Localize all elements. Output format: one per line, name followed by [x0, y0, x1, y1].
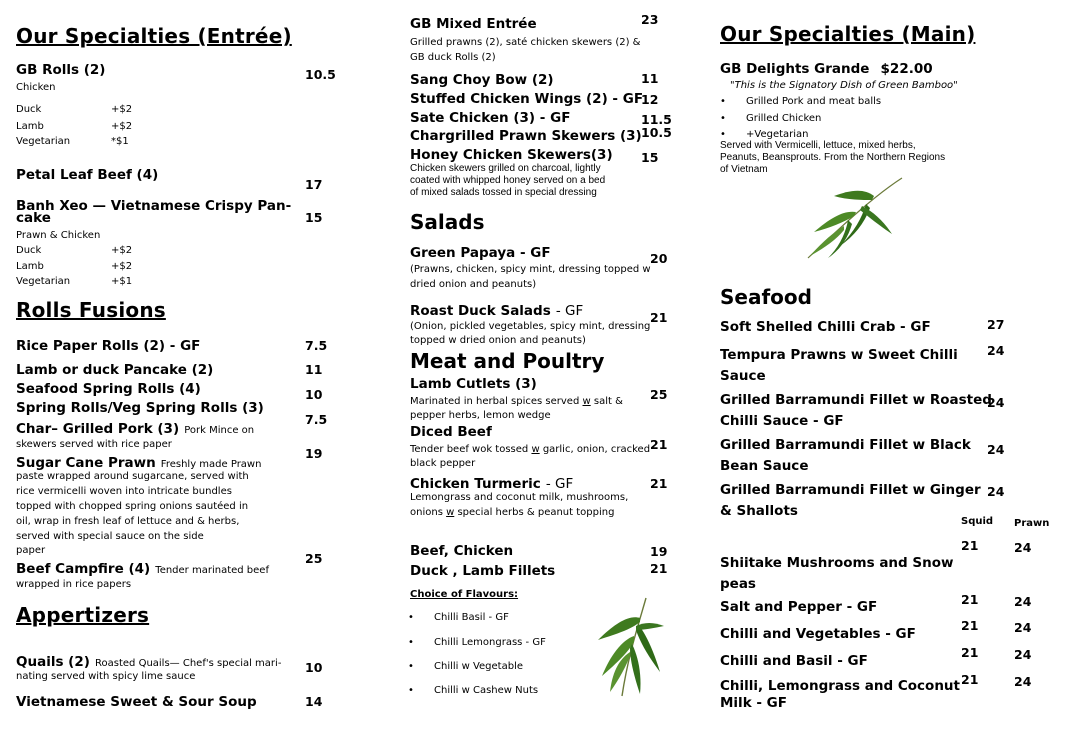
- gb-rolls-name: GB Rolls (2): [16, 62, 106, 78]
- desc-text: Tender beef wok tossed: [410, 444, 532, 455]
- banh-xeo-opt-label: Vegetarian: [16, 276, 71, 287]
- prawn-price: 24: [1014, 594, 1032, 609]
- green-papaya-price: 20: [650, 251, 668, 266]
- sugar-cane-desc-line: topped with chopped spring onions sautéed in: [16, 501, 249, 512]
- barra-ginger-name: [720, 480, 981, 522]
- prawn-price: 24: [1014, 674, 1032, 689]
- squid-price: 21: [961, 618, 979, 633]
- rice-paper-price: 7.5: [305, 338, 328, 353]
- sugar-cane-name: Sugar Cane Prawn: [16, 455, 156, 471]
- gb-rolls-opt-label: Duck: [16, 104, 42, 115]
- char-grilled-line: [16, 418, 254, 438]
- flavour-item: • Chilli w Vegetable: [434, 659, 523, 674]
- chicken-turmeric-name: Chicken Turmeric: [410, 476, 541, 492]
- rice-paper-name: Rice Paper Rolls (2) - GF: [16, 338, 201, 354]
- tempura-name-line2: Sauce: [720, 368, 766, 384]
- delights-bullet: • Grilled Pork and meat balls: [746, 94, 881, 109]
- diced-beef-desc-line2: black pepper: [410, 458, 476, 469]
- quails-desc: Roasted Quails— Chef's special mari-: [95, 658, 282, 669]
- honey-chicken-desc-line: Chicken skewers grilled on charcoal, lightly: [410, 163, 601, 174]
- chicken-turmeric-desc-line2: [410, 505, 614, 520]
- banh-xeo-sub: Prawn & Chicken: [16, 230, 101, 241]
- sang-choy-price: 11: [641, 71, 659, 86]
- gb-mixed-name: GB Mixed Entrée: [410, 16, 537, 32]
- barra-roasted-price: 24: [987, 395, 1005, 410]
- banh-xeo-name: [16, 200, 291, 224]
- desc-text: salt &: [590, 396, 623, 407]
- crab-price: 27: [987, 317, 1005, 332]
- sate-chicken-name: Sate Chicken (3) - GF: [410, 110, 571, 126]
- beef-campfire-price: 25: [305, 551, 323, 566]
- diced-beef-name: Diced Beef: [410, 424, 492, 440]
- gb-delights-tagline: "This is the Signatory Dish of Green Bamboo": [730, 80, 958, 91]
- beef-campfire-desc: Tender marinated beef: [155, 565, 269, 576]
- gb-rolls-opt-price: +$2: [111, 121, 133, 132]
- roast-duck-price: 21: [650, 310, 668, 325]
- lamb-cutlets-desc: [410, 394, 623, 409]
- item-name-line1: Shiitake Mushrooms and Snow: [720, 555, 954, 571]
- stuffed-wings-name: Stuffed Chicken Wings (2) - GF: [410, 91, 644, 107]
- char-grilled-price: 19: [305, 446, 323, 461]
- lamb-cutlets-name: Lamb Cutlets (3): [410, 376, 537, 392]
- item-name-line1: Chilli, Lemongrass and Coconut: [720, 678, 960, 694]
- delights-desc-line: Peanuts, Beansprouts. From the Northern Regions: [720, 152, 946, 163]
- spring-rolls-name: Spring Rolls/Veg Spring Rolls (3): [16, 400, 264, 416]
- quails-name: Quails (2): [16, 654, 90, 670]
- squid-prawn-item: [720, 678, 960, 712]
- tempura-price: 24: [987, 343, 1005, 358]
- squid-prawn-item: Salt and Pepper - GF: [720, 599, 878, 615]
- sugar-cane-desc: Freshly made Prawn: [160, 459, 262, 470]
- duck-lamb-price: 21: [650, 561, 668, 576]
- gb-rolls-opt-label: Lamb: [16, 121, 44, 132]
- char-grilled-name: Char– Grilled Pork (3): [16, 421, 180, 437]
- squid-price: 21: [961, 538, 979, 553]
- delights-desc-line: Served with Vermicelli, lettuce, mixed herbs,: [720, 140, 916, 151]
- seafood-title: Seafood: [720, 285, 812, 309]
- delights-desc-line: of Vietnam: [720, 164, 768, 175]
- soup-name: Vietnamese Sweet & Sour Soup: [16, 694, 257, 710]
- barra-black-name-line2: Bean Sauce: [720, 458, 809, 474]
- honey-chicken-name: Honey Chicken Skewers(3): [410, 147, 613, 163]
- sugar-cane-desc-line: rice vermicelli woven into intricate bundles: [16, 486, 232, 497]
- banh-xeo-name-line1: Banh Xeo — Vietnamese Crispy Pan-: [16, 198, 292, 214]
- barra-black-price: 24: [987, 442, 1005, 457]
- barra-ginger-price: 24: [987, 484, 1005, 499]
- gb-rolls-sub: Chicken: [16, 82, 56, 93]
- barra-roasted-name-line2: Chilli Sauce - GF: [720, 413, 844, 429]
- spring-rolls-price: 7.5: [305, 412, 328, 427]
- banh-xeo-opt-price: +$2: [111, 245, 133, 256]
- desc-text: Marinated in herbal spices served: [410, 396, 583, 407]
- desc-w: w: [582, 396, 591, 407]
- delights-bullet: • +Vegetarian: [746, 127, 809, 142]
- chicken-turmeric-price: 21: [650, 476, 668, 491]
- banh-xeo-price: 15: [305, 210, 323, 225]
- desc-w: w: [531, 444, 540, 455]
- gb-delights-price: $22.00: [880, 61, 933, 77]
- gb-delights-name: GB Delights Grande: [720, 61, 870, 77]
- desc-text: special herbs & peanut topping: [454, 507, 615, 518]
- squid-price: 21: [961, 645, 979, 660]
- quails-price: 10: [305, 660, 323, 675]
- petal-leaf-name: Petal Leaf Beef (4): [16, 167, 159, 183]
- sugar-cane-desc-line: served with special sauce on the side: [16, 531, 204, 542]
- duck-lamb-name: Duck , Lamb Fillets: [410, 563, 556, 579]
- tempura-name-line1: Tempura Prawns w Sweet Chilli: [720, 347, 958, 363]
- sugar-cane-desc-line: paste wrapped around sugarcane, served with: [16, 471, 249, 482]
- green-papaya-name: Green Papaya - GF: [410, 245, 551, 261]
- barra-black-name-line1: Grilled Barramundi Fillet w Black: [720, 437, 971, 453]
- main-title: Our Specialties (Main): [720, 22, 976, 46]
- sang-choy-name: Sang Choy Bow (2): [410, 72, 554, 88]
- delights-desc: [720, 140, 945, 176]
- item-name-line2: peas: [720, 576, 756, 592]
- squid-prawn-item: [720, 553, 954, 595]
- barra-black-name: [720, 435, 971, 477]
- gb-mixed-price: 23: [641, 12, 659, 27]
- honey-chicken-price: 15: [641, 150, 659, 165]
- lamb-pancake-name: Lamb or duck Pancake (2): [16, 362, 214, 378]
- crab-name: Soft Shelled Chilli Crab - GF: [720, 319, 931, 335]
- barra-ginger-name-line2: & Shallots: [720, 503, 798, 519]
- green-papaya-desc: dried onion and peanuts): [410, 279, 537, 290]
- beef-campfire-name: Beef Campfire (4): [16, 561, 151, 577]
- chicken-turmeric-desc: Lemongrass and coconut milk, mushrooms,: [410, 492, 629, 503]
- sugar-cane-desc-line: paper: [16, 545, 46, 556]
- petal-leaf-price: 17: [305, 177, 323, 192]
- honey-chicken-desc-line: of mixed salads tossed in special dressing: [410, 187, 597, 198]
- lamb-cutlets-desc-line2: pepper herbs, lemon wedge: [410, 410, 551, 421]
- diced-beef-price: 21: [650, 437, 668, 452]
- squid-prawn-item: Chilli and Vegetables - GF: [720, 626, 916, 642]
- desc-text: garlic, onion, cracked: [539, 444, 651, 455]
- delights-bullet: • Grilled Chicken: [746, 111, 821, 126]
- char-grilled-desc: Pork Mince on: [184, 425, 255, 436]
- barra-roasted-name-line1: Grilled Barramundi Fillet w Roasted: [720, 392, 992, 408]
- barra-ginger-name-line1: Grilled Barramundi Fillet w Ginger: [720, 482, 981, 498]
- sugar-cane-desc-line: oil, wrap in fresh leaf of lettuce and & herbs,: [16, 516, 240, 527]
- green-papaya-desc: (Prawns, chicken, spicy mint, dressing topped w: [410, 264, 651, 275]
- gb-rolls-opt-price: *$1: [111, 136, 129, 147]
- entree-title: Our Specialties (Entrée): [16, 24, 292, 48]
- seafood-spring-name: Seafood Spring Rolls (4): [16, 381, 201, 397]
- squid-price: 21: [961, 592, 979, 607]
- banh-xeo-opt-label: Duck: [16, 245, 42, 256]
- prawn-skewers-price: 10.5: [641, 125, 672, 140]
- flavour-item: • Chilli Lemongrass - GF: [434, 635, 546, 650]
- gb-rolls-price: 10.5: [305, 67, 336, 82]
- item-name-line2: Milk - GF: [720, 695, 787, 711]
- gb-rolls-opt-label: Vegetarian: [16, 136, 71, 147]
- barra-roasted-name: [720, 390, 992, 432]
- banh-xeo-opt-price: +$1: [111, 276, 133, 287]
- soup-price: 14: [305, 694, 323, 709]
- banh-xeo-opt-price: +$2: [111, 261, 133, 272]
- beef-campfire-desc-line2: wrapped in rice papers: [16, 579, 132, 590]
- choice-of-flavours-title: Choice of Flavours:: [410, 589, 519, 600]
- flavour-item: • Chilli Basil - GF: [434, 610, 509, 625]
- desc-w: w: [446, 507, 455, 518]
- rolls-fusions-title: Rolls Fusions: [16, 298, 166, 322]
- prawn-column-label: Prawn: [1014, 518, 1050, 529]
- gb-delights-line: [720, 58, 933, 77]
- diced-beef-desc: [410, 442, 650, 457]
- quails-line: [16, 651, 281, 671]
- sate-chicken-price: 11.5: [641, 112, 672, 127]
- roast-duck-desc: topped w dried onion and peanuts): [410, 335, 586, 346]
- tempura-name: [720, 345, 958, 387]
- prawn-price: 24: [1014, 620, 1032, 635]
- prawn-price: 24: [1014, 540, 1032, 555]
- meat-poultry-title: Meat and Poultry: [410, 349, 605, 373]
- bamboo-leaf-icon: [588, 596, 666, 698]
- roast-duck-desc: (Onion, pickled vegetables, spicy mint, dressing: [410, 321, 651, 332]
- desc-text: onions: [410, 507, 447, 518]
- prawn-skewers-name: Chargrilled Prawn Skewers (3): [410, 128, 642, 144]
- squid-price: 21: [961, 672, 979, 687]
- bamboo-leaf-icon: [804, 176, 904, 260]
- gb-rolls-opt-price: +$2: [111, 104, 133, 115]
- roast-duck-gf: - GF: [555, 303, 584, 319]
- honey-chicken-desc-line: coated with whipped honey served on a bed: [410, 175, 606, 186]
- salads-title: Salads: [410, 210, 485, 234]
- chicken-turmeric-gf: - GF: [545, 476, 574, 492]
- roast-duck-name: Roast Duck Salads: [410, 303, 551, 319]
- gb-mixed-desc: Grilled prawns (2), saté chicken skewers (2) &: [410, 37, 641, 48]
- lamb-cutlets-price: 25: [650, 387, 668, 402]
- honey-chicken-desc: [410, 163, 605, 199]
- flavour-item: • Chilli w Cashew Nuts: [434, 683, 538, 698]
- char-grilled-desc-line2: skewers served with rice paper: [16, 439, 172, 450]
- prawn-price: 24: [1014, 647, 1032, 662]
- appetizers-title: Appertizers: [16, 603, 150, 627]
- lamb-pancake-price: 11: [305, 362, 323, 377]
- quails-desc-line2: nating served with spicy lime sauce: [16, 671, 196, 682]
- roast-duck-line: [410, 300, 583, 319]
- beef-chicken-name: Beef, Chicken: [410, 543, 514, 559]
- banh-xeo-opt-label: Lamb: [16, 261, 44, 272]
- seafood-spring-price: 10: [305, 387, 323, 402]
- banh-xeo-name-line2: cake: [16, 210, 51, 226]
- gb-mixed-desc: GB duck Rolls (2): [410, 52, 496, 63]
- beef-chicken-price: 19: [650, 544, 668, 559]
- stuffed-wings-price: 12: [641, 92, 659, 107]
- beef-campfire-line: [16, 558, 269, 578]
- squid-column-label: Squid: [961, 516, 994, 527]
- squid-prawn-item: Chilli and Basil - GF: [720, 653, 868, 669]
